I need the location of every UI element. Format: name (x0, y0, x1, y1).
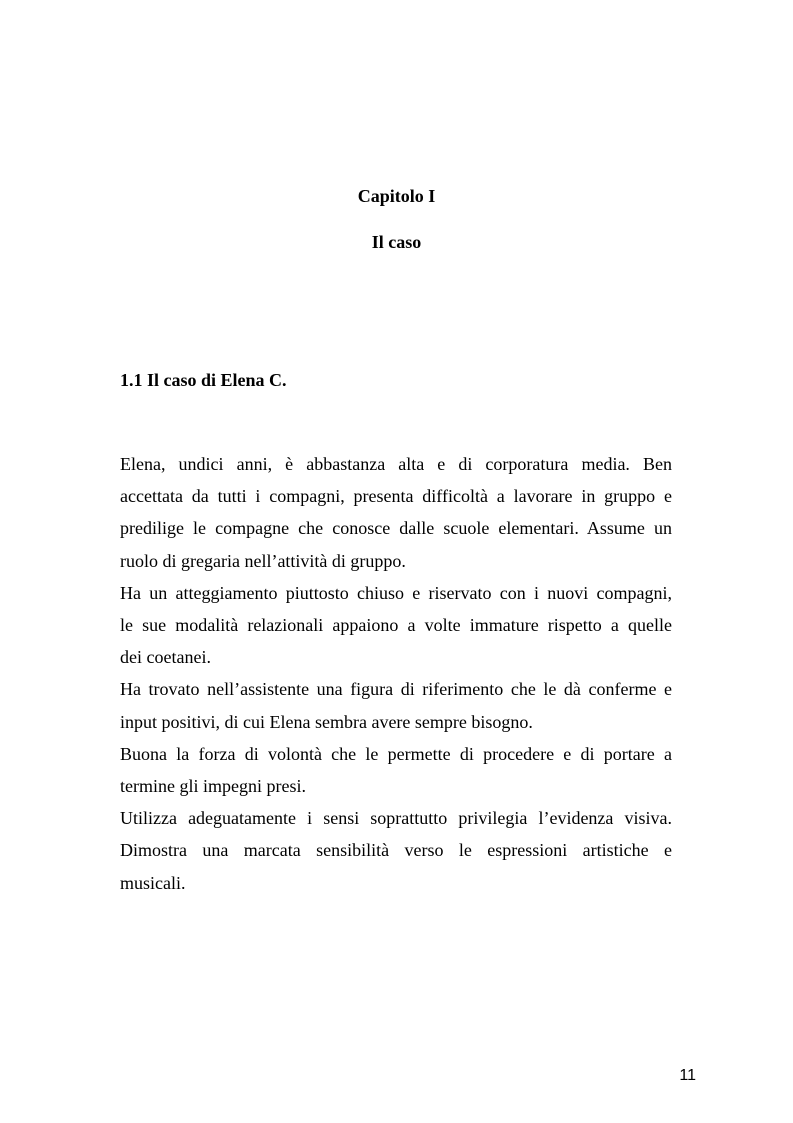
section-heading: 1.1 Il caso di Elena C. (120, 370, 287, 390)
chapter-title: Il caso (371, 232, 422, 252)
paragraph-line: Ha trovato nell’assistente una figura di riferimento che le dà conferme e (120, 679, 672, 700)
body-text (120, 448, 672, 899)
paragraph-line: input positivi, di cui Elena sembra avere sempre bisogno. (120, 711, 533, 732)
paragraph-line: musicali. (120, 872, 186, 893)
paragraph-line: Ha un atteggiamento piuttosto chiuso e riservato con i nuovi compagni, (120, 582, 672, 603)
paragraph-line: predilige le compagne che conosce dalle scuole elementari. Assume un (120, 518, 672, 539)
paragraph-line: Utilizza adeguatamente i sensi soprattutto privilegia l’evidenza visiva. (120, 808, 672, 829)
paragraph-line: ruolo di gregaria nell’attività di gruppo. (120, 550, 406, 571)
paragraph-line: le sue modalità relazionali appaiono a volte immature rispetto a quelle (120, 615, 672, 636)
paragraph-line: dei coetanei. (120, 647, 211, 668)
paragraph-line: Buona la forza di volontà che le permette di procedere e di portare a (120, 743, 672, 764)
paragraph-line: accettata da tutti i compagni, presenta difficoltà a lavorare in gruppo e (120, 486, 672, 507)
paragraph-line: termine gli impegni presi. (120, 776, 306, 797)
paragraph-line: Dimostra una marcata sensibilità verso le espressioni artistiche e (120, 840, 672, 861)
chapter-label: Capitolo I (357, 186, 436, 206)
page-number: 11 (679, 1067, 696, 1084)
paragraph-line: Elena, undici anni, è abbastanza alta e di corporatura media. Ben (120, 454, 672, 474)
